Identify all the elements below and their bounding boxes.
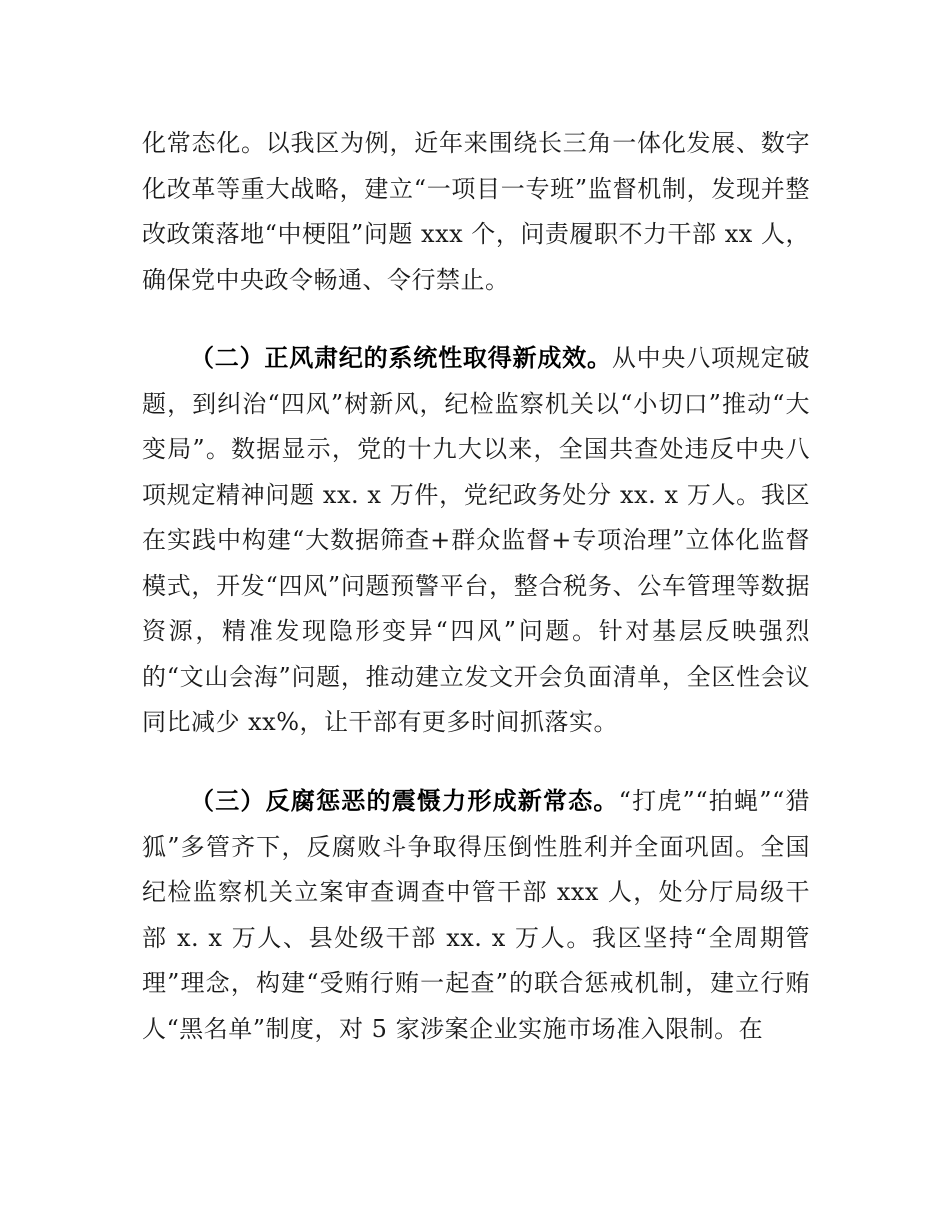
paragraph-3 [142,779,810,1052]
paragraph-2-heading: （二）正风肃纪的系统性取得新成效。 [190,344,612,372]
paragraph-3-text: “打虎”“拍蝇”“猎狐”多管齐下，反腐败斗争取得压倒性胜利并全面巩固。全国纪检监察机关立案审查调查中管干部 xxx 人，处分厅局级干部 x. x 万人、县处级干部 xx. x 万人。我区坚持“全周期管理”理念，构建“受贿行贿一起查”的联合惩戒机制，建立行贿人“黑名单”制度，对 5 家涉案企业实施市场准入限制。在 [142,787,810,1043]
paragraph-2 [142,336,810,746]
paragraph-1 [142,121,810,303]
paragraph-3-heading: （三）反腐惩恶的震慑力形成新常态。 [190,787,619,815]
paragraph-1-text: 化常态化。以我区为例，近年来围绕长三角一体化发展、数字化改革等重大战略，建立“一项目一专班”监督机制，发现并整改政策落地“中梗阻”问题 xxx 个，问责履职不力干部 xx 人，确保党中央政令畅通、令行禁止。 [142,129,810,294]
paragraph-2-text: 从中央八项规定破题，到纠治“四风”树新风，纪检监察机关以“小切口”推动“大变局”。数据显示，党的十九大以来，全国共查处违反中央八项规定精神问题 xx. x 万件，党纪政务处分 xx. x 万人。我区在实践中构建“大数据筛查+群众监督+专项治理”立体化监督模式，开发“四风”问题预警平台，整合税务、公车管理等数据资源，精准发现隐形变异“四风”问题。针对基层反映强烈的“文山会海”问题，推动建立发文开会负面清单，全区性会议同比减少 xx%，让干部有更多时间抓落实。 [142,344,810,736]
